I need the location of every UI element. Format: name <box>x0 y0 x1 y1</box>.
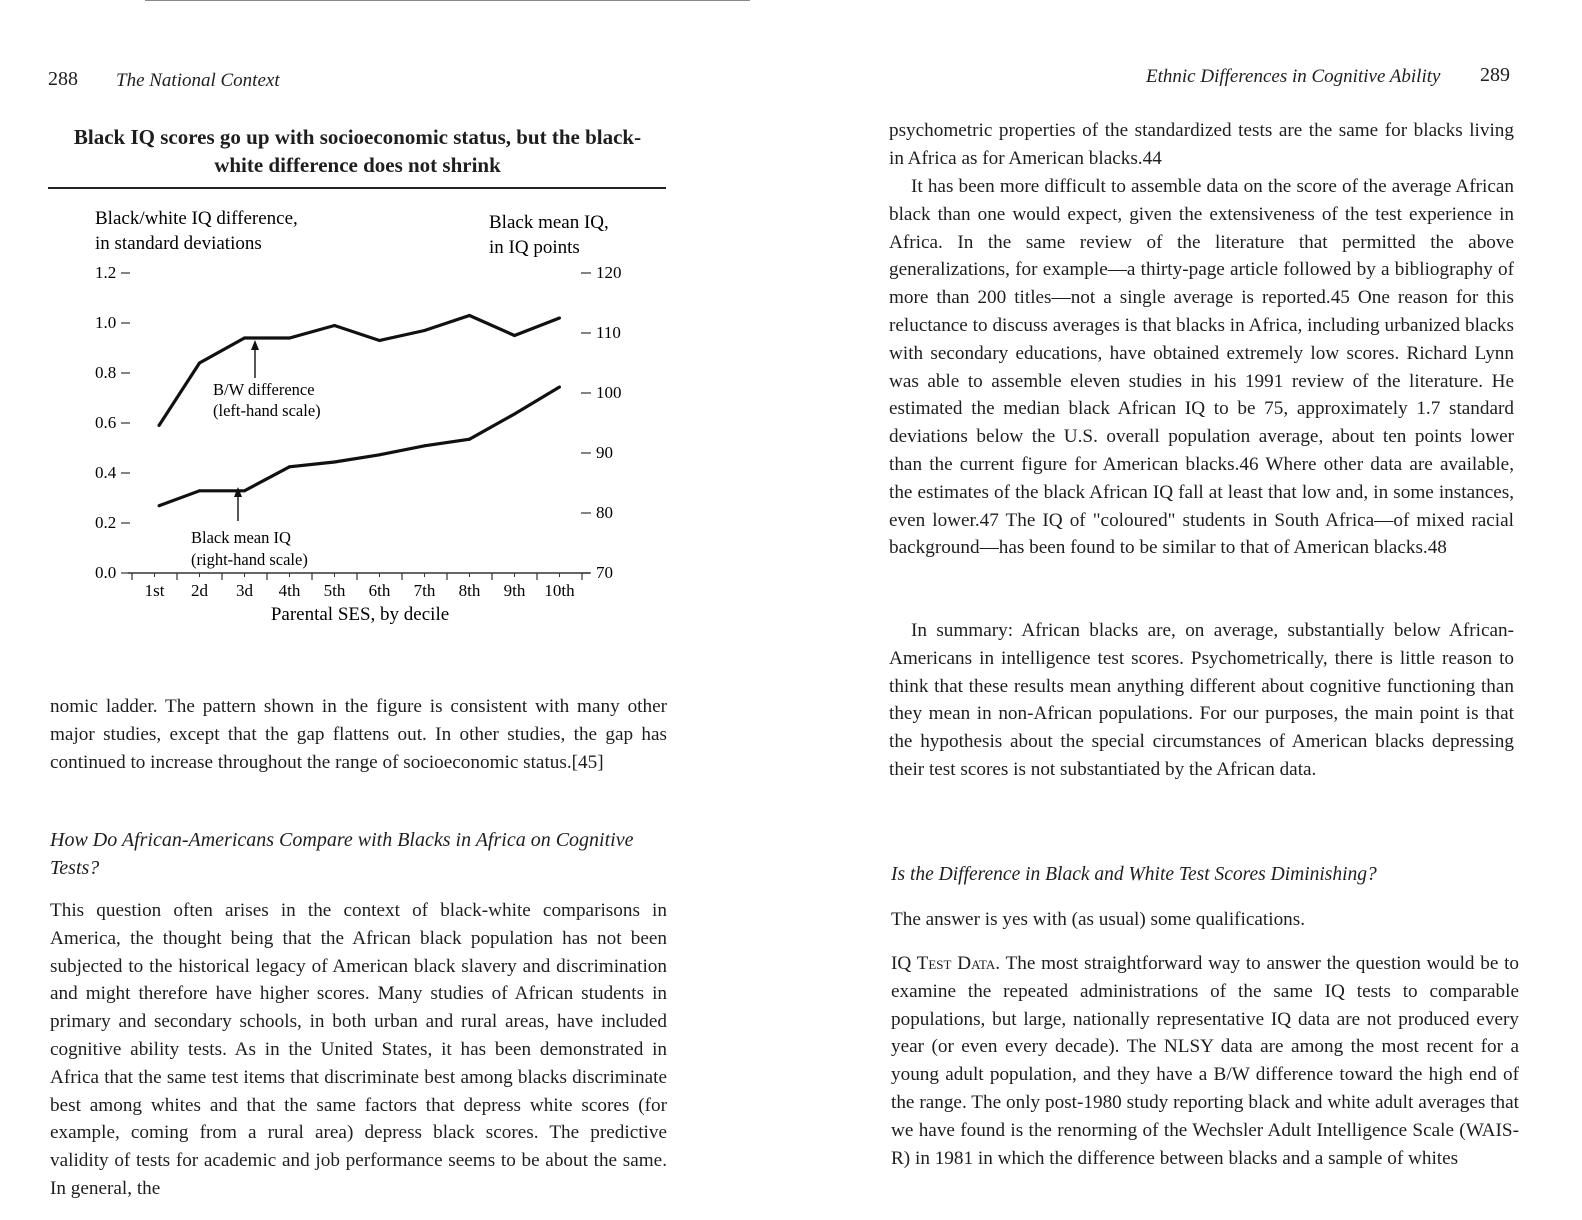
left-tick-label: 0.0 <box>95 563 117 582</box>
black-mean-iq-point <box>423 444 426 447</box>
after-figure-paragraph: nomic ladder. The pattern shown in the figure is consistent with many other major studies, except that the gap flattens out. In other studies, the gap has continued to increase throughout the range of socioeconomic status.[45] <box>50 696 667 773</box>
left-tick-label: 0.4 <box>95 463 117 482</box>
right-tick-label: 110 <box>596 323 621 342</box>
x-tick-label: 5th <box>323 581 346 600</box>
left-axis-label-2: in standard deviations <box>95 233 262 254</box>
left-tick-label: 1.2 <box>95 263 117 282</box>
right-axis-label-2: in IQ points <box>489 237 580 258</box>
right-tick-label: 100 <box>596 383 622 402</box>
x-tick-label: 4th <box>278 581 301 600</box>
x-tick-label: 7th <box>413 581 436 600</box>
left-tick-label: 0.2 <box>95 513 117 532</box>
paragraph-5-body: The most straightforward way to answer the question would be to examine the repeated administrations of the same IQ tests to comparable populations, but large, nationally representative IQ data are not produced every year (or even every decade). The NLSY data are among the most recent for a young adult population, and they have a B/W difference toward the high end of the range. The only post-1980 study reporting black and white adult averages that we have found is the renorming of the Wechsler Adult Intelligence Scale (WAIS-R) in 1981 in which the difference between blacks and a sample of whites <box>891 953 1520 1169</box>
paragraph-2: It has been more difficult to assemble data on the score of the average African black than one would expect, given the extensiveness of the test experience in Africa. In the same review of the literature that permitted the above generalizations, for example—a thirty-page article followed by a bibliography of more than 200 titles—not a single average is reported.45 One reason for this reluctance to discuss averages is that blacks in Africa, including urbanized blacks with secondary educations, have obtained extremely low scores. Richard Lynn was able to assemble eleven studies in his 1991 review of the literature. He estimated the median black African IQ to be 75, approximately 1.7 standard deviations below the U.S. overall population average, about ten points lower than the current figure for American blacks.46 Where other data are available, the estimates of the black African IQ fall at least that low and, in some instances, even lower.47 The IQ of "coloured" students in South Africa—of mixed racial background—has been found to be similar to that of American blacks.48 <box>889 176 1514 559</box>
bw-difference-point <box>333 324 336 327</box>
page-number-right: 289 <box>1480 64 1510 86</box>
left-tick-label: 1.0 <box>95 313 117 332</box>
left-axis-label-1: Black/white IQ difference, <box>95 208 298 229</box>
paragraph-5-lead: IQ Test Data. <box>891 953 1001 974</box>
black-mean-iq-point <box>243 489 246 492</box>
figure-title: Black IQ scores go up with socioeconomic status, but the black-white difference does not shrink <box>73 125 642 177</box>
right-tick-label: 80 <box>596 503 613 522</box>
iq-annotation-2: (right-hand scale) <box>191 550 308 569</box>
x-tick-label: 3d <box>236 581 253 600</box>
top-rule <box>145 0 750 1</box>
left-tick-label: 0.6 <box>95 413 117 432</box>
running-head-left: The National Context <box>116 70 280 91</box>
paragraph-1: psychometric properties of the standardized tests are the same for blacks living in Africa as for American blacks.44 <box>889 120 1514 169</box>
iq-annotation-1: Black mean IQ <box>191 528 291 547</box>
paragraph-5 <box>891 950 1519 1172</box>
figure-title-rule <box>48 187 666 189</box>
black-mean-iq-point <box>288 465 291 468</box>
bw-difference-point <box>558 317 561 320</box>
bw-difference-point <box>378 339 381 342</box>
bw-difference-point <box>423 329 426 332</box>
right-tick-label: 90 <box>596 443 613 462</box>
x-tick-label: 9th <box>503 581 526 600</box>
x-tick-label: 1st <box>144 581 165 600</box>
x-tick-label: 2d <box>191 581 208 600</box>
page-number-left: 288 <box>48 68 78 90</box>
x-tick-label: 8th <box>458 581 481 600</box>
bw-difference-point <box>158 424 161 427</box>
running-head-right: Ethnic Differences in Cognitive Ability <box>1146 66 1441 87</box>
bw-difference-point <box>288 337 291 340</box>
bw-difference-point <box>198 362 201 365</box>
ses-chart <box>0 190 720 640</box>
section-heading-africa: How Do African-Americans Compare with Blacks in Africa on Cognitive Tests? <box>50 829 634 879</box>
bw-difference-point <box>243 337 246 340</box>
x-tick-label: 10th <box>544 581 575 600</box>
paragraph-4: The answer is yes with (as usual) some qualifications. <box>891 909 1306 930</box>
black-mean-iq-point <box>333 461 336 464</box>
section-heading-diminishing: Is the Difference in Black and White Test Scores Diminishing? <box>891 864 1377 885</box>
x-tick-label: 6th <box>368 581 391 600</box>
black-mean-iq-point <box>378 453 381 456</box>
bw-annotation-1: B/W difference <box>213 380 315 399</box>
bw-difference-point <box>513 334 516 337</box>
right-axis-label-1: Black mean IQ, <box>489 212 609 233</box>
x-axis-label: Parental SES, by decile <box>270 604 450 625</box>
paragraph-3: In summary: African blacks are, on average, substantially below African-Americans in intelligence test scores. Psychometrically, there is little reason to think that these results mean anything different about cognitive functioning than they mean in non-African populations. For our purposes, the main point is that the hypothesis about the special circumstances of American blacks depressing their test scores is not substantiated by the African data. <box>889 620 1514 780</box>
right-tick-label: 70 <box>596 563 613 582</box>
africa-paragraph: This question often arises in the context of black-white comparisons in America, the thought being that the African black population has not been subjected to the historical legacy of American black slavery and discrimination and might therefore have higher scores. Many studies of African students in primary and secondary schools, in both urban and rural areas, have included cognitive ability tests. As in the United States, it has been demonstrated in Africa that the same test items that discriminate best among blacks discriminate best among whites and that the same factors that depress white scores (for example, coming from a rural area) depress black scores. The predictive validity of tests for academic and job performance seems to be about the same. In general, the <box>50 900 667 1199</box>
left-tick-label: 0.8 <box>95 363 117 382</box>
black-mean-iq-point <box>513 413 516 416</box>
black-mean-iq-point <box>158 504 161 507</box>
bw-arrow-head <box>251 340 259 350</box>
right-tick-label: 120 <box>596 263 622 282</box>
bw-difference-point <box>468 314 471 317</box>
black-mean-iq-point <box>468 438 471 441</box>
black-mean-iq-point <box>198 489 201 492</box>
bw-annotation-2: (left-hand scale) <box>213 401 321 420</box>
black-mean-iq-point <box>558 386 561 389</box>
